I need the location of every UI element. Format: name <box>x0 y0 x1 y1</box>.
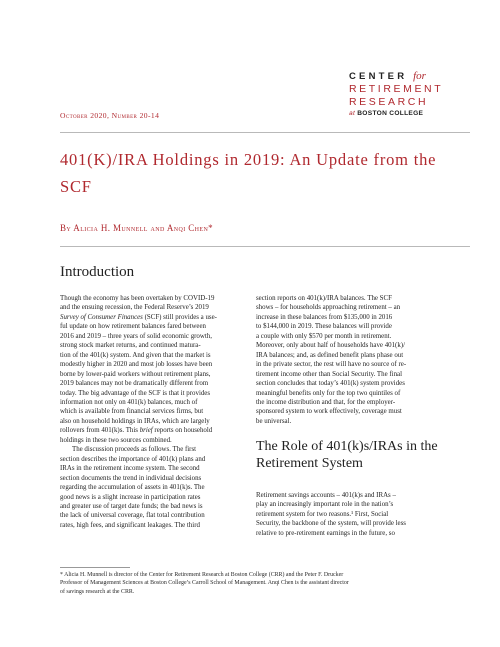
text-line: shows – for households approaching retirement – an <box>256 304 401 312</box>
text-line: section concludes that today’s 401(k) system provides <box>256 380 405 388</box>
text-line: IRAs in the retirement income system. The second <box>60 465 200 473</box>
text-line: 2019 balances may not be dramatically different from <box>60 380 209 388</box>
text-line: information not only on 401(k) balances, much of <box>60 398 198 406</box>
footnote-line: * Alicia H. Munnell is director of the Center for Retirement Research at Boston College (CRR) and the Peter F. Drucker <box>60 572 344 578</box>
logo-line-research: RESEARCH <box>349 96 429 108</box>
text-line: rates, high fees, and significant leakages. The third <box>60 521 200 529</box>
text-line: Moreover, only about half of households have 401(k)/ <box>256 342 405 350</box>
header-divider <box>60 132 470 133</box>
text-line: to $144,000 in 2019. These balances will provide <box>256 323 392 331</box>
intro-paragraph-1 <box>60 294 258 445</box>
intro-paragraph-2 <box>60 445 258 530</box>
text-line: ful update on how retirement balances fared between <box>60 323 206 331</box>
issue-date-number: October 2020, Number 20-14 <box>60 111 160 120</box>
text-line: today. The big advantage of the SCF is that it provides <box>60 389 211 397</box>
text-line: and greater use of target date funds; the bad news is <box>60 502 203 510</box>
text-line: modestly higher in 2020 and most job losses have been <box>60 361 213 369</box>
footnote-divider <box>60 567 130 568</box>
text-line: tion of the 401(k) system. And given that the market is <box>60 351 211 359</box>
footnote-line: of savings research at the CRR. <box>60 588 135 595</box>
text-line: retirement system for two reasons.¹ First, Social <box>256 510 389 518</box>
text-line: Though the economy has been overtaken by COVID-19 <box>60 295 215 302</box>
text-line: also on household holdings in IRAs, which are largely <box>60 417 210 425</box>
text-line: the income distribution and that, for the employer- <box>256 398 396 406</box>
authors-divider <box>60 246 470 247</box>
intro-right-column <box>256 294 456 426</box>
logo-line-center: CENTER for <box>349 70 426 82</box>
text-line: which is available from financial services firms, but <box>60 408 204 416</box>
role-paragraph-1 <box>256 491 456 538</box>
crr-logo <box>349 70 467 119</box>
author-footnote <box>60 571 472 596</box>
page-title: 401(K)/IRA Holdings in 2019: An Update from the SCF <box>60 150 437 196</box>
text-line: tirement income other than Social Security. The final <box>256 370 402 378</box>
section-heading-role-of-401k: The Role of 401(k)s/IRAs in the Retirement System <box>256 439 438 471</box>
text-line: play an increasingly important role in the nation’s <box>256 501 394 509</box>
text-line: Retirement savings accounts – 401(k)s and IRAs – <box>256 492 396 499</box>
text-line: and the ensuing recession, the Federal Reserve’s 2019 <box>60 304 209 312</box>
section-heading-introduction: Introduction <box>60 264 135 280</box>
text-line: section describes the importance of 401(k) plans and <box>60 455 206 463</box>
text-line: strong stock market returns, and continued matura- <box>60 342 201 350</box>
footnote-line: Professor of Management Sciences at Boston College’s Carroll School of Management. Anqi Chen is the assistant director <box>60 580 349 587</box>
intro-left-column <box>60 294 258 530</box>
text-line: the lack of universal coverage, flat total contribution <box>60 512 205 520</box>
role-column <box>256 491 456 538</box>
logo-line-boston-college: at BOSTON COLLEGE <box>349 110 424 117</box>
text-line: meaningful benefits only for the top two quintiles of <box>256 389 401 397</box>
text-line: a couple with only $570 per month in retirement. <box>256 332 392 340</box>
text-line: in the private sector, the rest will have no source of re- <box>256 361 407 369</box>
text-line: section documents the trend in individual decisions <box>60 474 202 482</box>
text-line: Security, the backbone of the system, will provide less <box>256 520 406 528</box>
text-line: rollovers from 401(k)s. This brief reports on household <box>60 427 213 435</box>
text-line: good news is a slight increase in participation rates <box>60 493 201 501</box>
text-line: The discussion proceeds as follows. The first <box>72 446 197 454</box>
text-line: sponsored system to work effectively, coverage must <box>256 408 402 416</box>
text-line: relative to pre-retirement earnings in the future, so <box>256 529 395 537</box>
text-line: Survey of Consumer Finances (SCF) still provides a use- <box>60 313 217 321</box>
text-line: IRA balances; and, as defined benefit plans phase out <box>256 351 404 359</box>
text-line: 2016 and 2019 – three years of solid economic growth, <box>60 332 212 340</box>
text-line: section reports on 401(k)/IRA balances. The SCF <box>256 295 392 302</box>
intro-paragraph-3 <box>256 294 456 426</box>
text-line: borne by lower-paid workers without retirement plans, <box>60 370 211 378</box>
text-line: increase in these balances from $135,000 in 2016 <box>256 313 393 321</box>
text-line: be universal. <box>256 417 292 425</box>
logo-line-retirement: RETIREMENT <box>349 83 444 95</box>
logo-for: for <box>413 70 426 82</box>
authors-line: By Alicia H. Munnell and Anqi Chen* <box>60 223 214 233</box>
text-line: regarding the accumulation of assets in 401(k)s. The <box>60 484 205 492</box>
text-line: holdings in these two sources combined. <box>60 436 172 444</box>
